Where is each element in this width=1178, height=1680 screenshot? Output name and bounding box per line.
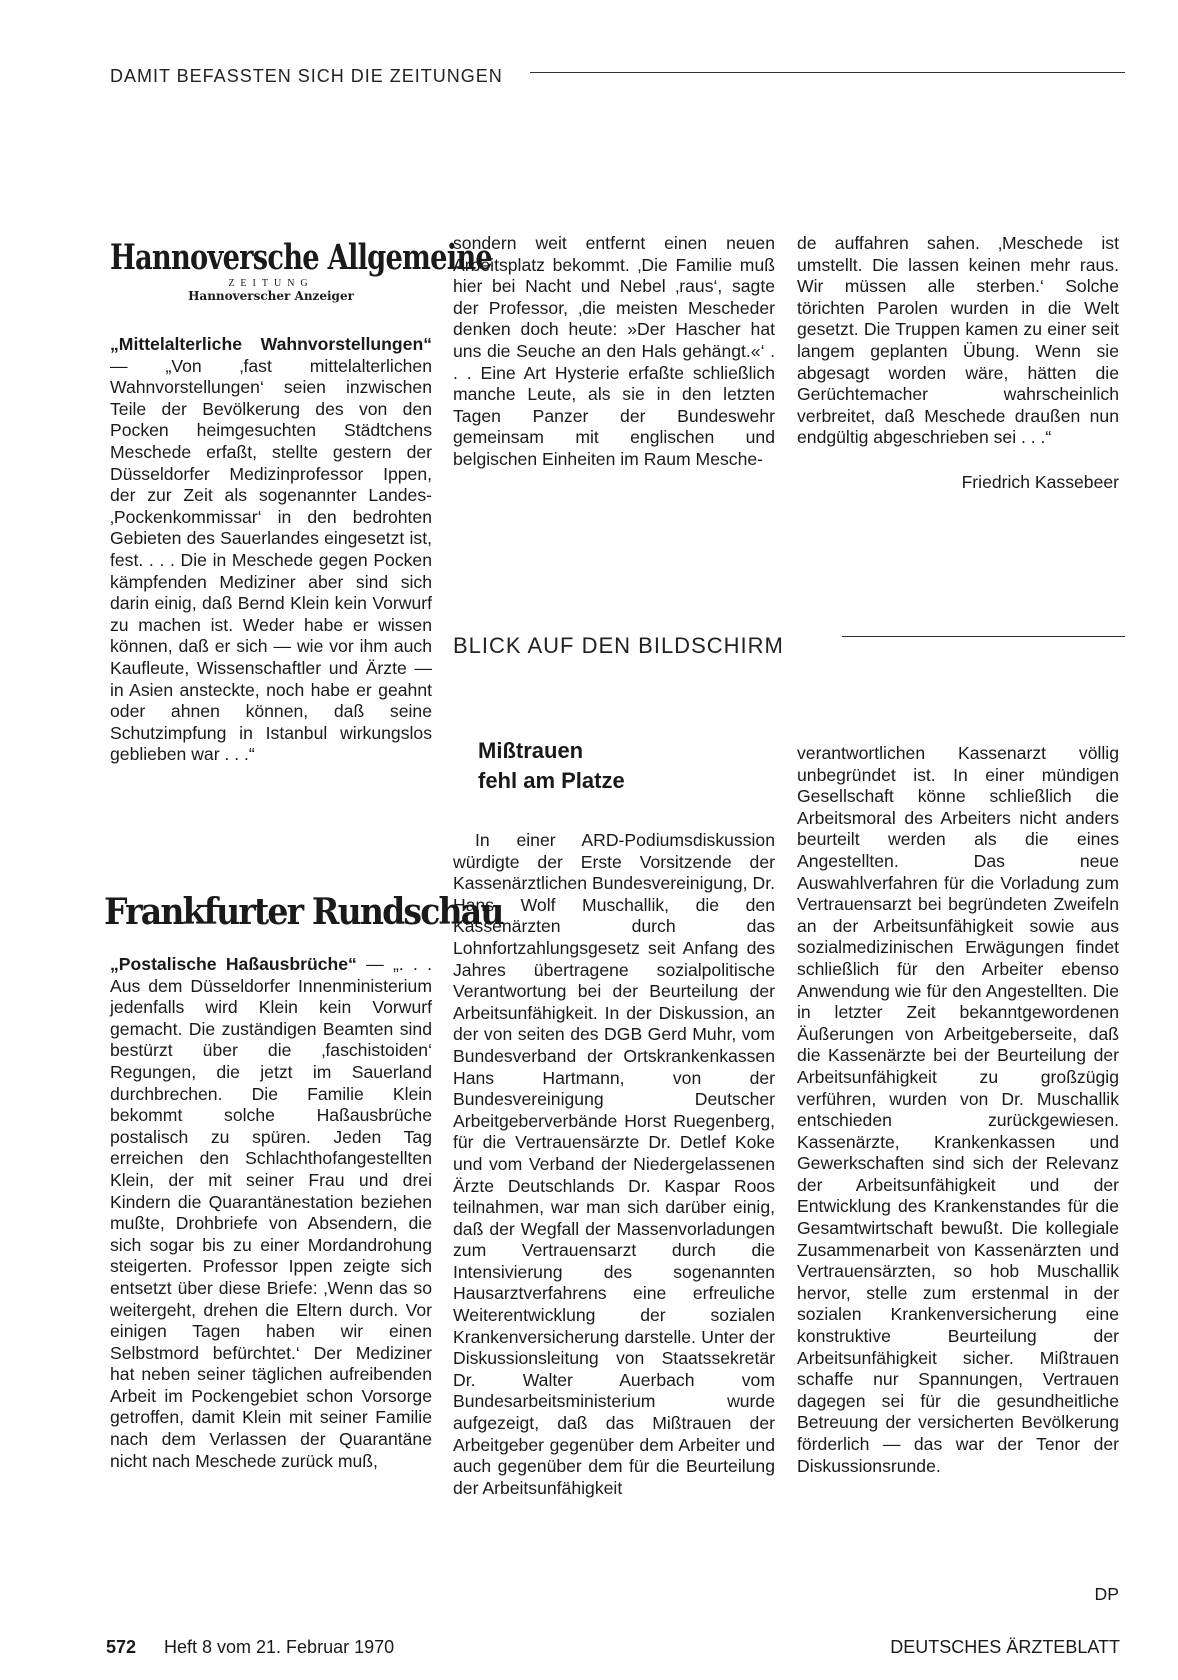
bildschirm-article-col1: In einer ARD-Podiumsdiskussion würdigte der Erste Vorsitzende der Kassenärztlichen Bundesvereinigung, Dr. Hans Wolf Muschallik, die den Kassenärzten durch das Lohnfortzahlungsgesetz seit Anfang des Jahres übertragene sozialpolitische Verantwortung bei der Beurteilung der Arbeitsunfähigkeit. In der Diskussion, an der von seiten des DGB Gerd Muhr, vom Bundesverband der Ortskrankenkassen Hans Hartmann, von der Bundesvereinigung Deutscher Arbeitgeberverbände Horst Ruegenberg, für die Vertrauensärzte Dr. Detlef Koke und vom Verband der Niedergelassenen Ärzte Deutschlands Dr. Kaspar Roos teilnahmen, war man sich darüber einig, daß der Wegfall der Massenvorladungen zum Vertrauensarzt durch die Intensivierung des sogenannten Hausarztverfahrens eine erfreuliche Weiterentwicklung der sozialen Krankenversicherung darstelle. Unter der Diskussionsleitung von Staatssekretär Dr. Walter Auerbach vom Bundesarbeitsministerium wurde aufgezeigt, daß das Mißtrauen der Arbeitgeber gegenüber dem Arbeiter und auch gegenüber dem für die Beurteilung der Arbeitsunfähigkeit [453,830,775,1498]
section-title: DAMIT BEFASSTEN SICH DIE ZEITUNGEN [110,66,503,86]
article-lead: „Postalische Haßausbrüche“ [110,954,357,974]
issue-info: Heft 8 vom 21. Februar 1970 [164,1637,395,1657]
frankfurter-masthead: Frankfurter Rundschau [104,891,503,933]
hannoversche-article-col3: de auffahren sahen. ‚Meschede ist umstellt. Die lassen keinen mehr raus. Wir müssen alle sterben.‘ Solche törichten Parolen wurden in die Welt gesetzt. Die Truppen kamen zu einer seit langem geplanten Übung. Wenn sie abgesagt worden wäre, hätten die Gerüchtemacher wahrscheinlich verbreitet, daß Meschede draußen nun endgültig abgeschrieben sei . . .“ [797,233,1119,448]
journal-name: DEUTSCHES ÄRZTEBLATT [890,1637,1120,1657]
article-lead: „Mittelalterliche Wahnvorstellungen“ [110,334,432,354]
bildschirm-rule [842,636,1125,637]
frankfurter-article [110,954,432,1472]
article-body: — „. . . Aus dem Düsseldorfer Innenministerium jedenfalls wird Klein kein Vorwurf gemacht. Die zuständigen Beamten sind bestürzt über die ‚faschistoiden‘ Regungen, die jetzt im Sauerland durchbrechen. Die Familie Klein bekommt solche Haßausbrüche postalisch zu spüren. Jeden Tag erreichen den Schlachthofangestellten Klein, der mit seiner Frau und drei Kindern die Quarantänestation beziehen mußte, Drohbriefe von Absendern, die sich sogar bis zu einer Mordandrohung steigerten. Professor Ippen zeigte sich entsetzt über diese Briefe: ‚Wenn das so weitergeht, drehen die Eltern durch. Vor einigen Tagen haben wir einen Selbstmord befürchtet.‘ Der Mediziner hat neben seiner täglichen aufreibenden Arbeit im Pockengebiet schon Vorsorge getroffen, damit Klein mit seiner Familie nach dem Verlassen der Quarantäne nicht nach Meschede zurück muß, [110,954,433,1471]
hannoversche-article-col2: sondern weit entfernt einen neuen Arbeitsplatz bekommt. ‚Die Familie muß hier bei Nacht und Nebel ‚raus‘, sagte der Professor, ‚die meisten Mescheder denken doch heute: »Der Hascher hat uns die Seuche an den Hals gehängt.«‘ . . . Eine Art Hysterie erfaßte schließlich manche Leute, als sie in den letzten Tagen Panzer der Bundeswehr gemeinsam mit englischen und belgischen Einheiten im Raum Mesche- [453,233,775,469]
page-number: 572 [106,1637,137,1657]
masthead-subtitle-2: Hannoverscher Anzeiger [188,289,354,303]
masthead-title: Hannoversche Allgemeine [110,237,493,278]
header-rule [530,72,1125,73]
article-body: verantwortlichen Kassenarzt völlig unbegründet ist. In einer mündigen Gesellschaft könne schließlich die Arbeitsmoral des Arbeiters nicht anders beurteilt werden als die eines Angestellten. Das neue Auswahlverfahren für die Vorladung zum Vertrauensarzt bei begründeten Zweifeln an der Arbeitsunfähigkeit sowie aus sozialmedizinischen Erwägungen findet schließlich für den Arbeiter ebenso Anwendung wie für den Angestellten. Die in letzter Zeit bekanntgewordenen Äußerungen von Arbeitgeberseite, daß die Kassenärzte bei der Beurteilung der Arbeitsunfähigkeit zu großzügig verführen, wurden von Dr. Muschallik entschieden zurückgewiesen. Kassenärzte, Krankenkassen und Gewerkschaften sind sich der Relevanz der Arbeitsunfähigkeit und der Entwicklung des Krankenstandes für die Gesamtwirtschaft bewußt. Die kollegiale Zusammenarbeit von Kassenärzten und Vertrauensärzten, so hob Muschallik hervor, stelle zum erstenmal in der sozialen Krankenversicherung eine konstruktive Beurteilung der Arbeitsunfähigkeit sicher. Mißtrauen schaffe nur Spannungen, Vertrauen dagegen sei für die gesundheitliche Betreuung der versicherten Bevölkerung förderlich — das war der Tenor der Diskussionsrunde. [797,743,1119,1476]
hannoversche-article-col1 [110,334,432,766]
bildschirm-signature: DP [1094,1584,1119,1604]
bildschirm-section-title: BLICK AUF DEN BILDSCHIRM [453,633,784,658]
hannoversche-masthead [110,237,493,303]
hannoversche-signature: Friedrich Kassebeer [961,472,1119,492]
bildschirm-headline: Mißtrauen fehl am Platze [478,738,625,793]
masthead-subtitle: ZEITUNG [228,278,314,289]
bildschirm-article-col2 [797,743,1119,1477]
article-body: — „Von ‚fast mittelalterlichen Wahnvorstellungen‘ seien inzwischen Teile der Bevölkerung des von den Pocken heimgesuchten Städtchens Meschede erfaßt, stellte gestern der Düsseldorfer Medizinprofessor Ippen, der zur Zeit als sogenannter Landes-‚Pockenkommissar‘ in den bedrohten Gebieten des Sauerlandes eingesetzt ist, fest. . . . Die in Meschede gegen Pocken kämpfenden Mediziner aber sind sich darin einig, daß Bernd Klein kein Vorwurf zu machen ist. Weder habe er wissen können, daß er sich — wie vor ihm auch Kaufleute, Wissenschaftler und Ärzte — in Asien ansteckte, noch habe er geahnt oder ahnen können, daß seine Schutzimpfung in Istanbul wirkungslos geblieben war . . .“ [110,355,432,765]
